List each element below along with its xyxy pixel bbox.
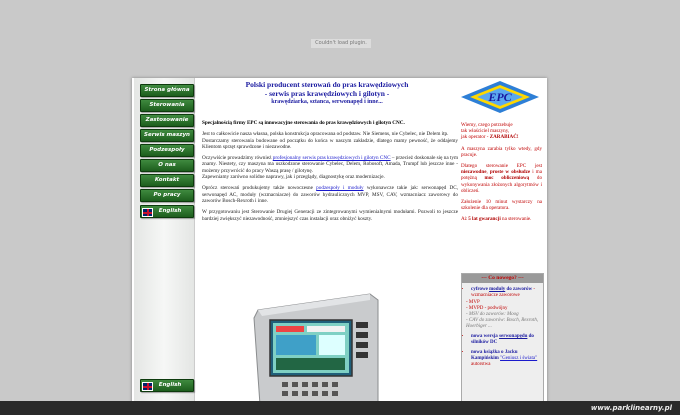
news-item2-pre: nowa wersja <box>471 334 500 339</box>
benefits-p3-pre: Dlatego sterowanie EPC jest <box>461 163 542 170</box>
news-modules-link[interactable]: moduły <box>489 287 506 292</box>
benefits-p2: A maszyna zarabia tylko wtedy, gdy pracuje. <box>461 145 542 158</box>
nav-kontakt[interactable]: Kontakt <box>140 174 194 187</box>
paragraph-3-pre: Oprócz sterowań produkujemy także nowoczesne <box>202 185 317 192</box>
benefits-p3-post: do wykonywania złożonych algorytmów i obliczeń. <box>461 175 542 194</box>
modules-link[interactable]: podzespoły i moduły <box>316 185 364 192</box>
news-book-link[interactable]: "Geniusz i świata" <box>500 356 538 361</box>
paragraph-2-pre: Oczywiście prowadzimy również <box>202 155 273 162</box>
paragraph-4: W przygotowaniu jest Sterowanie Drugiej Generacji ze zintegrowanymi wymienialnymi modułami. Pozwoli to jeszcze bardziej zwiększyć niezawodność, zmniejszyć czas instalacji oraz obniżyć koszty. <box>202 209 458 222</box>
uk-flag-icon <box>142 382 153 391</box>
news-item2-post: do silników DC <box>471 334 534 345</box>
watermark-text: www.parklinearny.pl <box>590 404 672 412</box>
epc-logo-icon <box>460 80 540 114</box>
benefits-moc: moc obliczeniową <box>484 175 530 182</box>
benefits-proste: proste w obsłudze <box>489 169 531 176</box>
benefits-line-1: Wiemy, czego potrzebuje <box>461 122 513 128</box>
news-item1-pre: cyfrowe <box>471 287 490 292</box>
main-content <box>202 120 458 227</box>
benefits-warranty: 5 lat gwarancji <box>468 216 501 223</box>
news-item3-post: autorstwa <box>471 362 491 367</box>
controller-device-icon <box>252 292 380 405</box>
news-item-servo <box>471 334 540 346</box>
cnc-controller-image <box>252 292 380 405</box>
news-sub-mvp: - MVP <box>466 300 480 305</box>
benefits-niezawodne: niezawodne <box>461 169 487 176</box>
header-line-3: krawędziarka, sztanca, serwonapęd i inne... <box>271 99 383 105</box>
nav-zastosowanie[interactable]: Zastosowanie <box>140 114 194 127</box>
intro-text: Specjalnością firmy EPC są innowacyjne sterowania do pras krawędziowych i gilotyn CNC. <box>202 120 405 126</box>
news-item-modules <box>471 287 540 299</box>
benefits-line-3: jak operator - <box>461 134 490 141</box>
plugin-error-message: Couldn't load plugin. <box>311 39 371 48</box>
news-item-book <box>471 350 540 368</box>
nav-sterowania[interactable]: Sterowania <box>140 99 194 112</box>
news-sub-list <box>462 300 543 330</box>
uk-flag-icon <box>142 208 153 217</box>
paragraph-2b: Zapewniamy zarówno solidne naprawy, jak i przeglądy, diagnostykę oraz modernizacje. <box>202 174 385 181</box>
news-servo-link[interactable]: serwonapędu <box>499 334 528 339</box>
benefits-p5-pre: Aż <box>461 216 469 223</box>
news-sub-msv: - MSV do zaworów: Moog <box>466 312 519 317</box>
benefits-p5-post: na sterowanie. <box>500 216 532 223</box>
nav-po-pracy[interactable]: Po pracy <box>140 189 194 202</box>
paragraph-1: Jest to całkowicie nasza własna, polska konstrukcja opracowana od podstaw. Nie Siemens, nie Cybelec, nie Delem itp. <box>202 131 449 138</box>
sidebar-benefits <box>461 122 542 228</box>
paragraph-3-post: wykonawcze takie jak: serwonapęd DC, serwonapęd AC, moduły (wzmacniacze) do zaworów hydraulicznych MVP, MSV, CAV, wzmacniacz zaworowy do zaworów Bosch-Rexroth i inne. <box>202 185 459 204</box>
news-header: --- Co nowego? --- <box>462 274 543 283</box>
left-navigation <box>134 78 195 405</box>
nav-serwis-maszyn[interactable]: Serwis maszyn <box>140 129 194 142</box>
benefits-p4: Założenie 10 minut wystarczy na szkolenie dla operatora. <box>461 199 542 212</box>
news-item1-post: do zaworów <box>505 287 533 292</box>
paragraph-1b: Dostarczamy sterowania budowane od początku do końca w naszym zakładzie, dlatego mamy pewność, że oddajemy Klientom sprzęt sprawdzone i niezawodne. <box>202 137 458 150</box>
header-line-2: - serwis pras krawędziowych i gilotyn - <box>264 89 390 98</box>
nav-o-nas[interactable]: O nas <box>140 159 194 172</box>
nav-english[interactable] <box>140 205 194 218</box>
logo-text: EPC <box>488 90 512 104</box>
page-container <box>132 78 547 405</box>
nav-english-bottom[interactable] <box>140 379 194 392</box>
nav-english-label: English <box>158 208 182 214</box>
news-sub-mvpd: - MVPD - podwójny <box>466 306 508 311</box>
benefits-line-2: tak właściciel maszyny, <box>461 128 510 135</box>
benefits-p3-mid: , <box>486 169 490 176</box>
news-box <box>461 273 544 405</box>
paragraph-2-post: – przecież doskonale się na tym znamy. Niestety, czy maszyna ma uszkodzone sterowanie Cybelec, Delem, Robosoft, Amada, Trumpf lub jeszcze inne - możemy przywrócić do pracy Waszą prasę / gilotynę. <box>202 155 459 174</box>
service-link[interactable]: profesjonalny serwis pras krawędziowych i gilotyn CNC <box>272 155 391 162</box>
header-line-1: Polski producent sterowań do pras krawędziowych <box>245 80 409 89</box>
nav-podzespoly[interactable]: Podzespoły <box>140 144 194 157</box>
epc-logo[interactable] <box>460 80 540 114</box>
watermark-bar <box>0 401 680 415</box>
news-sub-cav: - CAV do zaworów: Bosch, Rexroth, Hoerbiger ... <box>466 318 539 329</box>
benefits-p3-mid2: i ma potężną <box>461 169 543 182</box>
nav-strona-glowna[interactable]: Strona główna <box>140 84 194 97</box>
news-item1-sub: - wzmacniacze zaworowe <box>471 287 536 298</box>
benefits-zarabiac: ZARABIAĆ! <box>489 134 519 141</box>
news-item3-pre: nowa książka o Jacku Kampińskim <box>471 350 518 361</box>
nav-english-label-bottom: English <box>158 382 182 388</box>
page-header <box>196 80 458 107</box>
